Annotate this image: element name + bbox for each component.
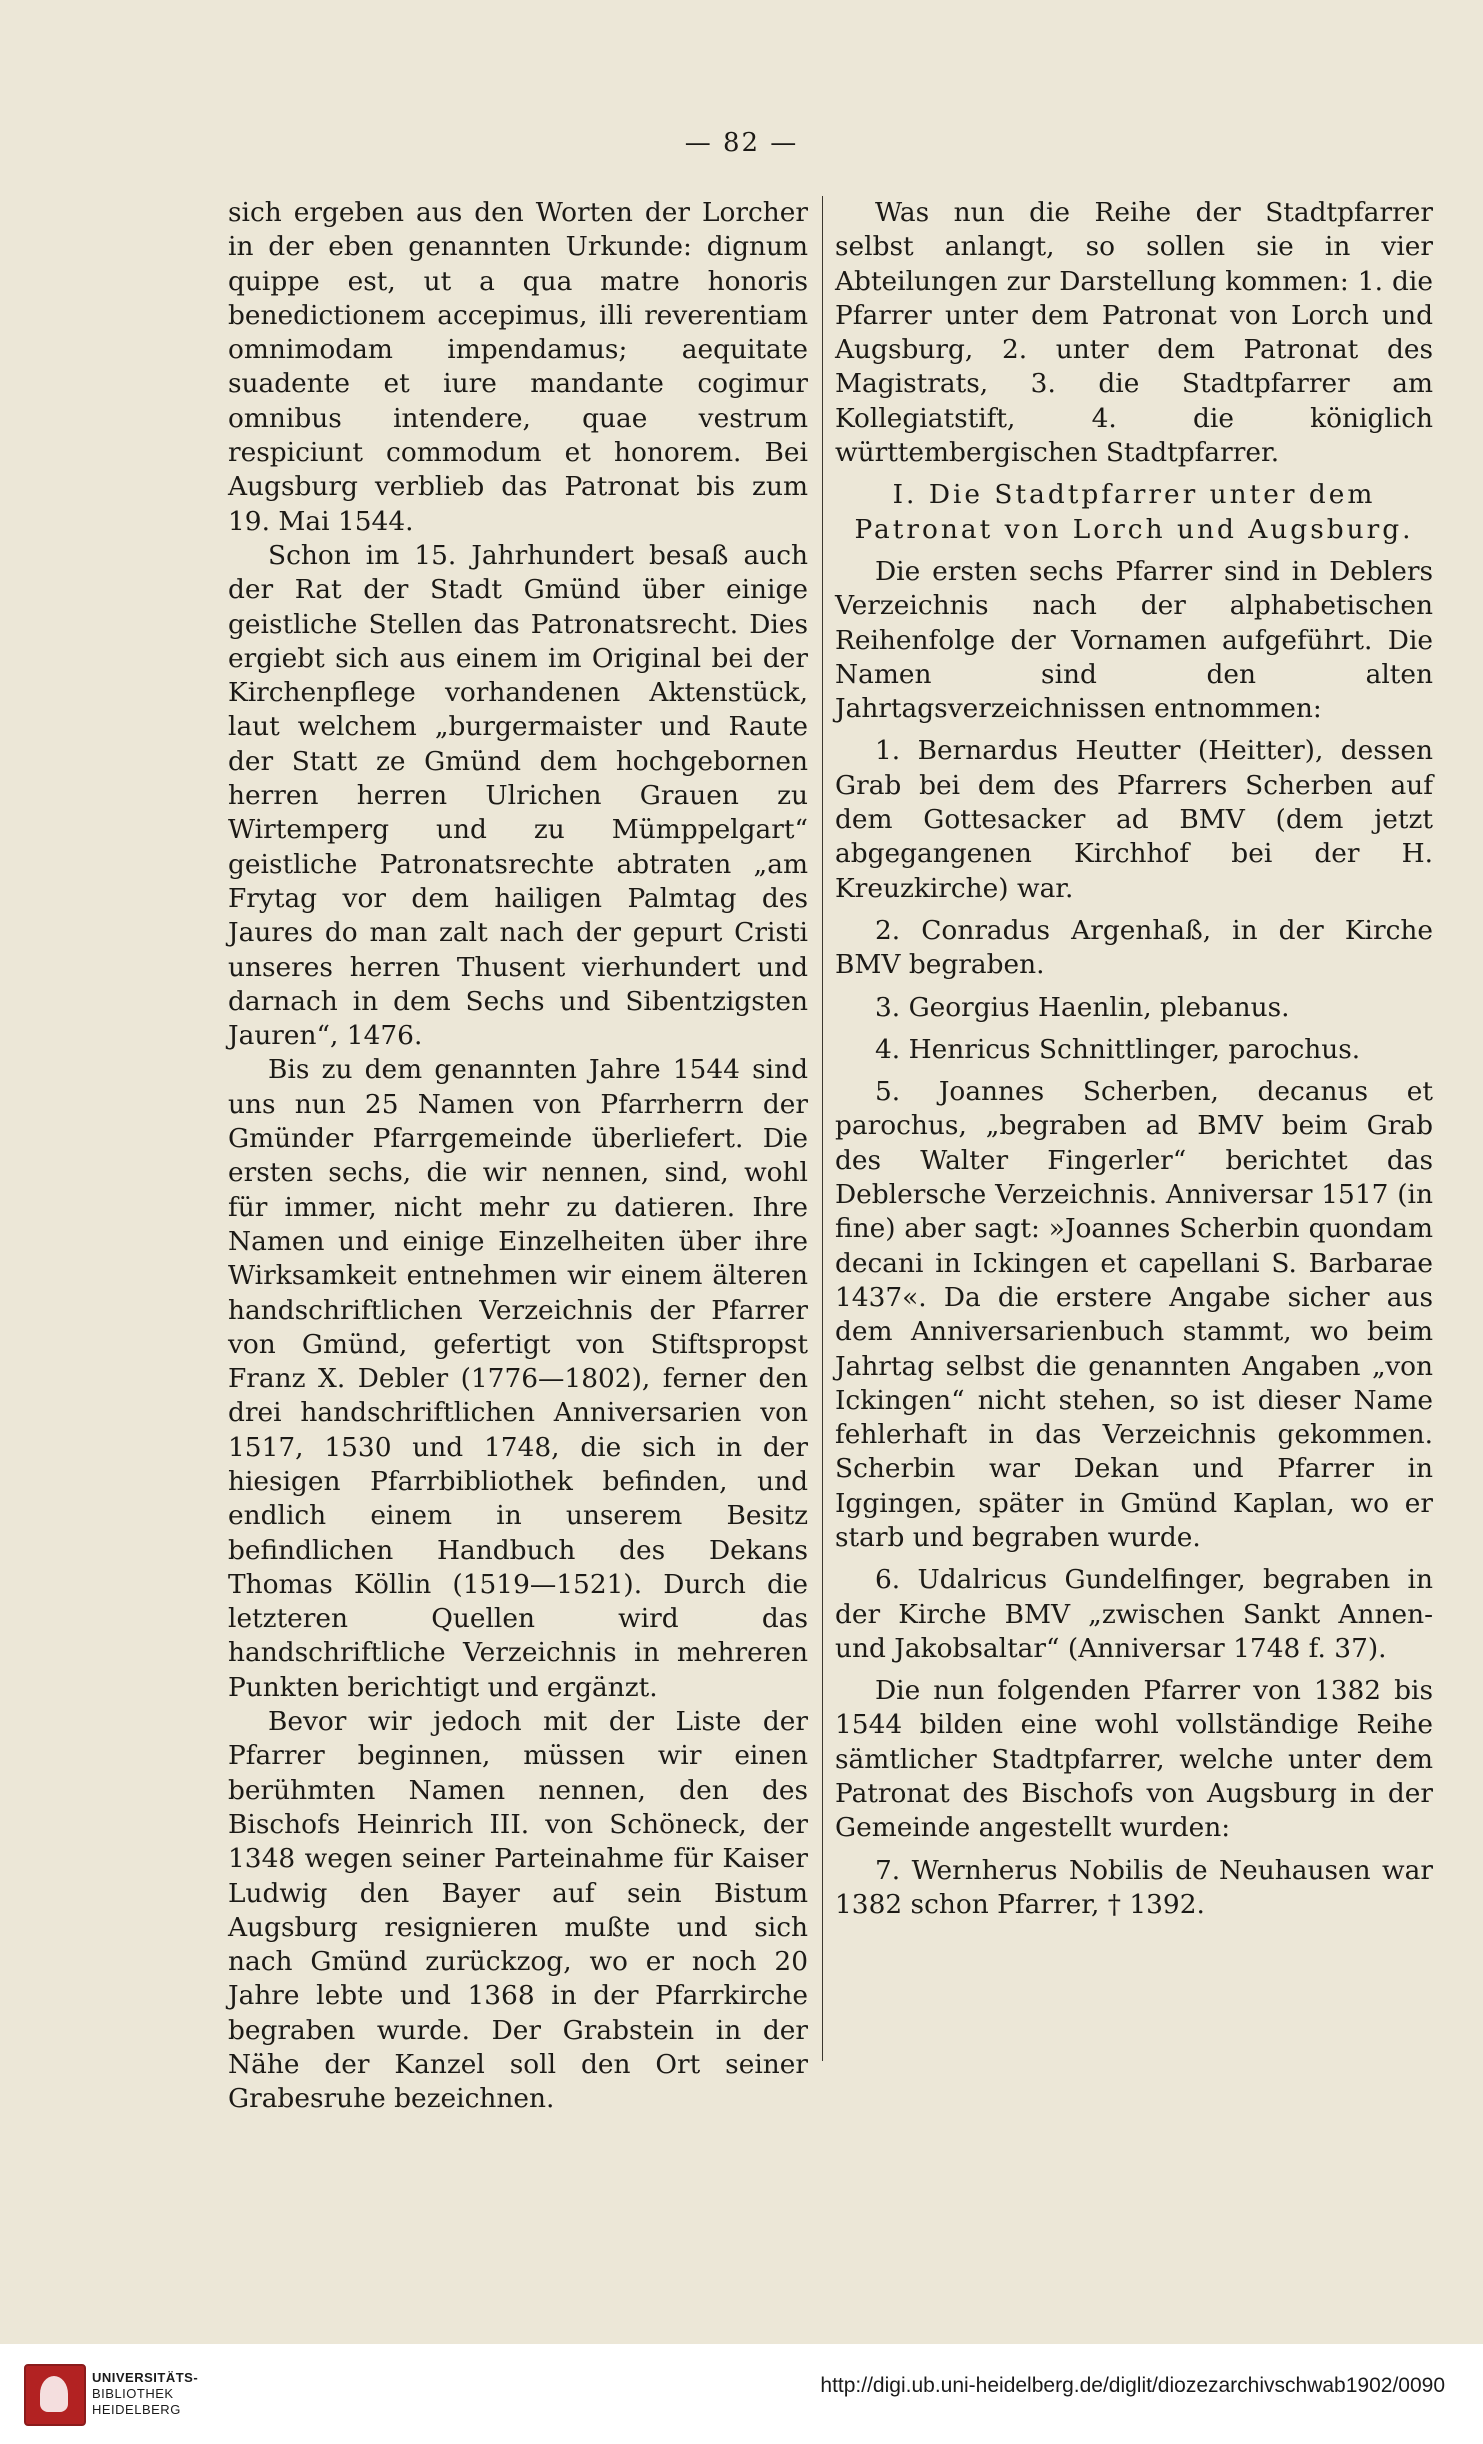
library-name: UNIVERSITÄTS- BIBLIOTHEK HEIDELBERG — [92, 2370, 199, 2417]
page-number: — 82 — — [684, 128, 799, 158]
paragraph: Bis zu dem genannten Jahre 1544 sind uns nun 25 Namen von Pfarrherrn der Gmünder Pfarrgemeinde überliefert. Die ersten sechs, die wir nennen, sind, wohl für immer, nicht mehr zu datieren. Ihre Namen und einige Einzelheiten über ihre Wirksamkeit entnehmen wir einem älteren handschriftlichen Verzeichnis der Pfarrer von Gmünd, gefertigt von Stiftspropst Franz X. Debler (1776—1802), ferner den drei handschriftlichen Anniversarien von 1517, 1530 und 1748, die sich in der hiesigen Pfarrbibliothek befinden, und endlich einem in unserem Besitz befindlichen Handbuch des Dekans Thomas Köllin (1519—1521). Durch die letzteren Quellen wird das handschriftliche Verzeichnis in mehreren Punkten berichtigt und ergänzt. — [228, 1054, 808, 1703]
list-item: 5. Joannes Scherben, decanus et parochus, „begraben ad BMV beim Grab des Walter Fingerler“ berichtet das Deblersche Verzeichnis. Anniversar 1517 (in fine) aber sagt: »Joannes Scherbin quondam decani in Ickingen et capellani S. Barbarae 1437«. Da die erstere Angabe sicher aus dem Anniversarienbuch stammt, wo beim Jahrtag selbst die genannten Angaben „von Ickingen“ nicht stehen, so ist dieser Name fehlerhaft in das Verzeichnis gekommen. Scherbin war Dekan und Pfarrer in Iggingen, später in Gmünd Kaplan, wo er starb und begraben wurde. — [835, 1076, 1433, 1553]
paragraph: sich ergeben aus den Worten der Lorcher in der eben genannten Urkunde: dignum quippe est, ut a qua matre honoris benedictionem accepimus, illi reverentiam omnimodam impendamus; aequitate suadente et iure mandante cogimur omnibus intendere, quae vestrum respiciunt commodum et honorem. Bei Augsburg verblieb das Patronat bis zum 19. Mai 1544. — [228, 197, 808, 537]
paragraph: Was nun die Reihe der Stadtpfarrer selbst anlangt, so sollen sie in vier Abteilungen zur Darstellung kommen: 1. die Pfarrer unter dem Patronat von Lorch und Augsburg, 2. unter dem Patronat des Magistrats, 3. die Stadtpfarrer am Kollegiatstift, 4. die königlich württembergischen Stadtpfarrer. — [835, 197, 1433, 469]
list-item: 1. Bernardus Heutter (Heitter), dessen Grab bei dem des Pfarrers Scherben auf dem Gottesacker ad BMV (dem jetzt abgegangenen Kirchhof bei der H. Kreuzkirche) war. — [835, 735, 1433, 904]
source-url-link[interactable]: http://digi.ub.uni-heidelberg.de/diglit/diozezarchivschwab1902/0090 — [820, 2374, 1445, 2397]
list-item: 7. Wernherus Nobilis de Neuhausen war 1382 schon Pfarrer, † 1392. — [835, 1854, 1433, 1920]
right-column — [835, 196, 1433, 1922]
column-divider — [822, 196, 823, 2061]
library-logo-icon — [24, 2364, 86, 2426]
left-column — [228, 196, 808, 2117]
list-item: 3. Georgius Haenlin, plebanus. — [875, 991, 1290, 1023]
list-item: 4. Henricus Schnittlinger, parochus. — [875, 1033, 1361, 1065]
section-heading: I. Die Stadtpfarrer unter dem Patronat von Lorch und Augsburg. — [854, 479, 1414, 545]
paragraph: Schon im 15. Jahrhundert besaß auch der Rat der Stadt Gmünd über einige geistliche Stellen das Patronatsrecht. Dies ergiebt sich aus einem im Original bei der Kirchenpflege vorhandenen Aktenstück, laut welchem „burgermaister und Raute der Statt ze Gmünd dem hochgebornen herren herren Ulrichen Grauen zu Wirtemperg und zu Mümppelgart“ geistliche Patronatsrechte abtraten „am Frytag vor dem hailigen Palmtag des Jaures do man zalt nach der gepurt Cristi unseres herren Thusent vierhundert und darnach in dem Sechs und Sibentzigsten Jauren“, 1476. — [228, 539, 808, 1052]
list-item: 6. Udalricus Gundelfinger, begraben in der Kirche BMV „zwischen Sankt Annen- und Jakobsaltar“ (Anniversar 1748 f. 37). — [835, 1564, 1433, 1664]
footer-bar — [0, 2344, 1483, 2444]
list-item: 2. Conradus Argenhaß, in der Kirche BMV begraben. — [835, 914, 1433, 981]
paragraph: Die nun folgenden Pfarrer von 1382 bis 1544 bilden eine wohl vollständige Reihe sämtlicher Stadtpfarrer, welche unter dem Patronat des Bischofs von Augsburg in der Gemeinde angestellt wurden: — [835, 1675, 1433, 1844]
paragraph: Die ersten sechs Pfarrer sind in Deblers Verzeichnis nach der alphabetischen Reihenfolge der Vornamen aufgeführt. Die Namen sind den alten Jahrtagsverzeichnissen entnommen: — [835, 555, 1433, 725]
paragraph: Bevor wir jedoch mit der Liste der Pfarrer beginnen, müssen wir einen berühmten Namen nennen, den des Bischofs Heinrich III. von Schöneck, der 1348 wegen seiner Parteinahme für Kaiser Ludwig den Bayer auf sein Bistum Augsburg resignieren mußte und sich nach Gmünd zurückzog, wo er noch 20 Jahre lebte und 1368 in der Pfarrkirche begraben wurde. Der Grabstein in der Nähe der Kanzel soll den Ort seiner Grabesruhe bezeichnen. — [228, 1706, 808, 2115]
